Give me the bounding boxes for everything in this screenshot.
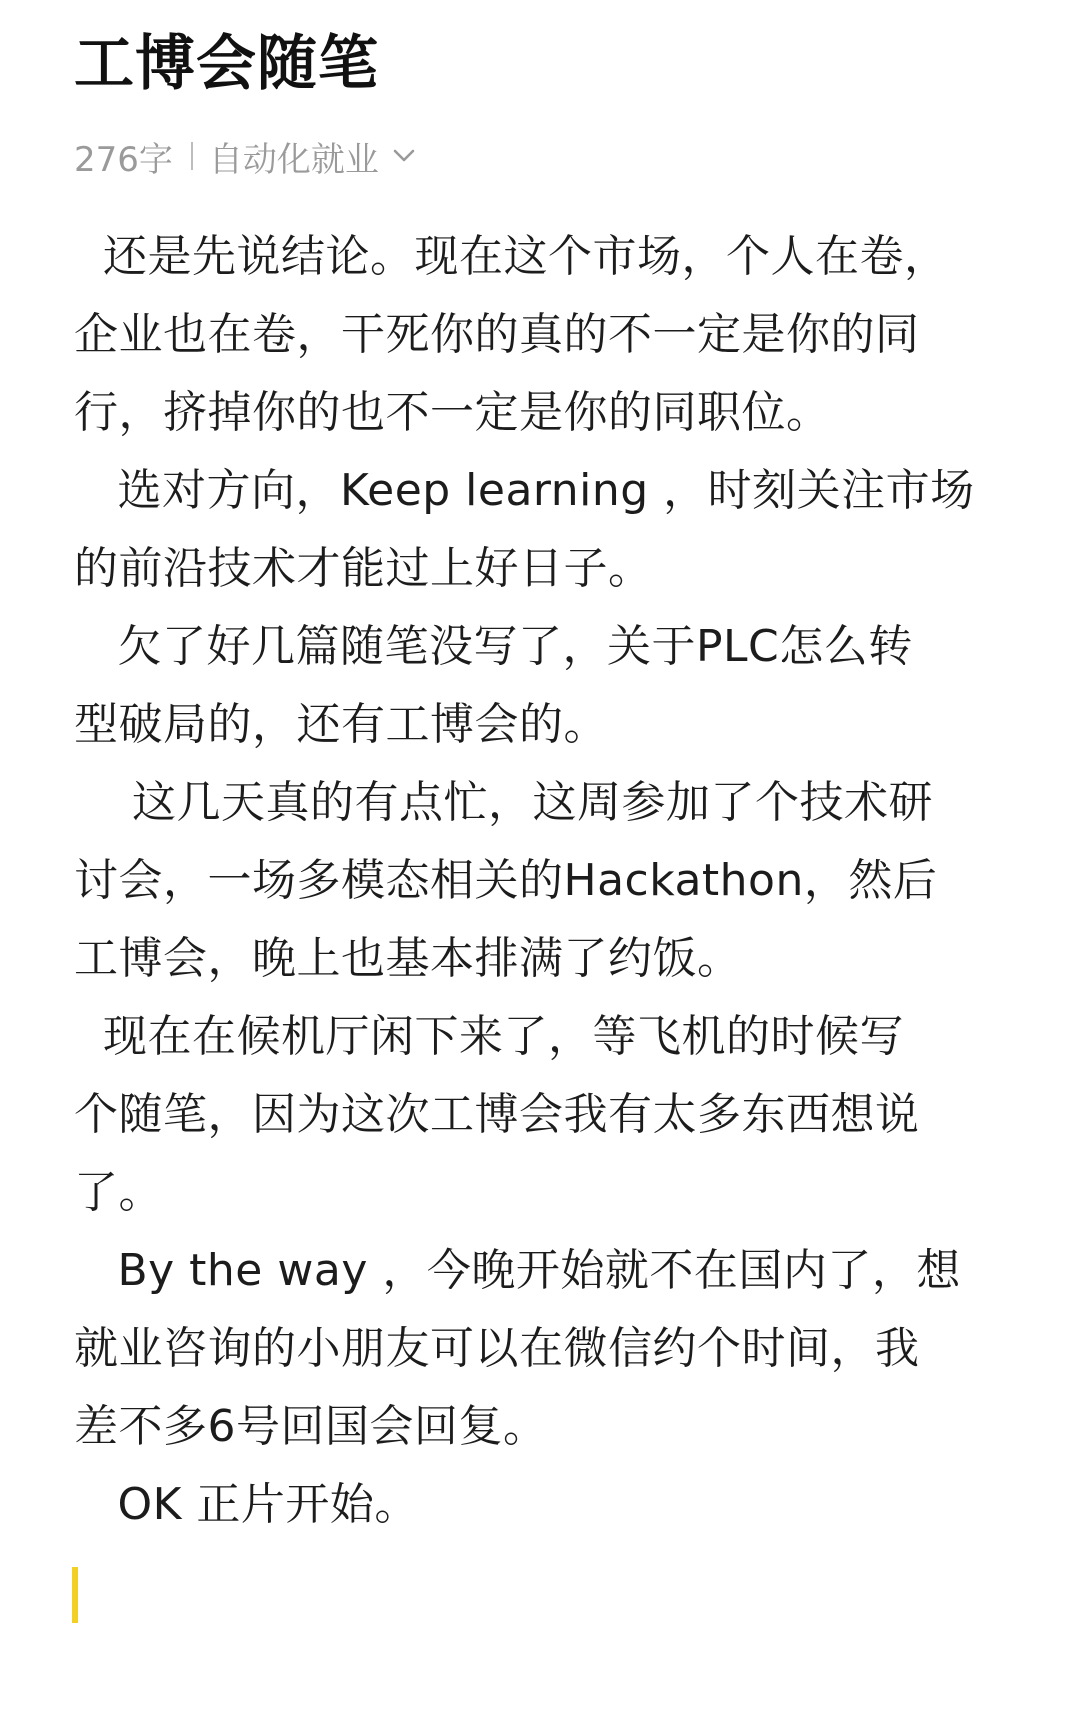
note-meta xyxy=(74,132,417,180)
body-line: 行，挤掉你的也不一定是你的同职位。 xyxy=(74,387,831,438)
body-line: 的前沿技术才能过上好日子。 xyxy=(74,543,653,594)
word-count: 276字 xyxy=(74,139,173,180)
folder-selector[interactable] xyxy=(209,132,417,181)
body-line: 现在在候机厅闲下来了，等飞机的时候写 xyxy=(74,1011,904,1062)
body-line: 欠了好几篇随笔没写了，关于PLC怎么转 xyxy=(74,621,913,672)
body-line: 差不多6号回国会回复。 xyxy=(74,1401,548,1452)
body-line: 工博会，晚上也基本排满了约饭。 xyxy=(74,933,742,984)
body-line: 还是先说结论。现在这个市场，个人在卷， xyxy=(74,231,949,282)
body-line: 选对方向，Keep learning ，时刻关注市场 xyxy=(74,465,975,516)
chevron-down-icon[interactable] xyxy=(391,143,417,169)
body-line: OK 正片开始。 xyxy=(74,1479,419,1530)
body-line: 讨会，一场多模态相关的Hackathon，然后 xyxy=(74,855,938,906)
body-line: 个随笔，因为这次工博会我有太多东西想说 xyxy=(74,1089,920,1140)
body-line: 这几天真的有点忙，这周参加了个技术研 xyxy=(74,777,933,828)
meta-divider xyxy=(191,142,193,170)
body-line: 型破局的，还有工博会的。 xyxy=(74,699,608,750)
text-cursor xyxy=(72,1567,78,1623)
note-title[interactable]: 工博会随笔 xyxy=(74,29,379,99)
folder-name[interactable]: 自动化就业 xyxy=(208,139,379,180)
body-line: 企业也在卷，干死你的真的不一定是你的同 xyxy=(74,309,920,360)
body-line: 就业咨询的小朋友可以在微信约个时间，我 xyxy=(74,1323,920,1374)
note-body[interactable] xyxy=(74,218,1024,1544)
body-line: 了。 xyxy=(74,1167,163,1218)
body-line: By the way ，今晚开始就不在国内了，想 xyxy=(74,1245,961,1296)
